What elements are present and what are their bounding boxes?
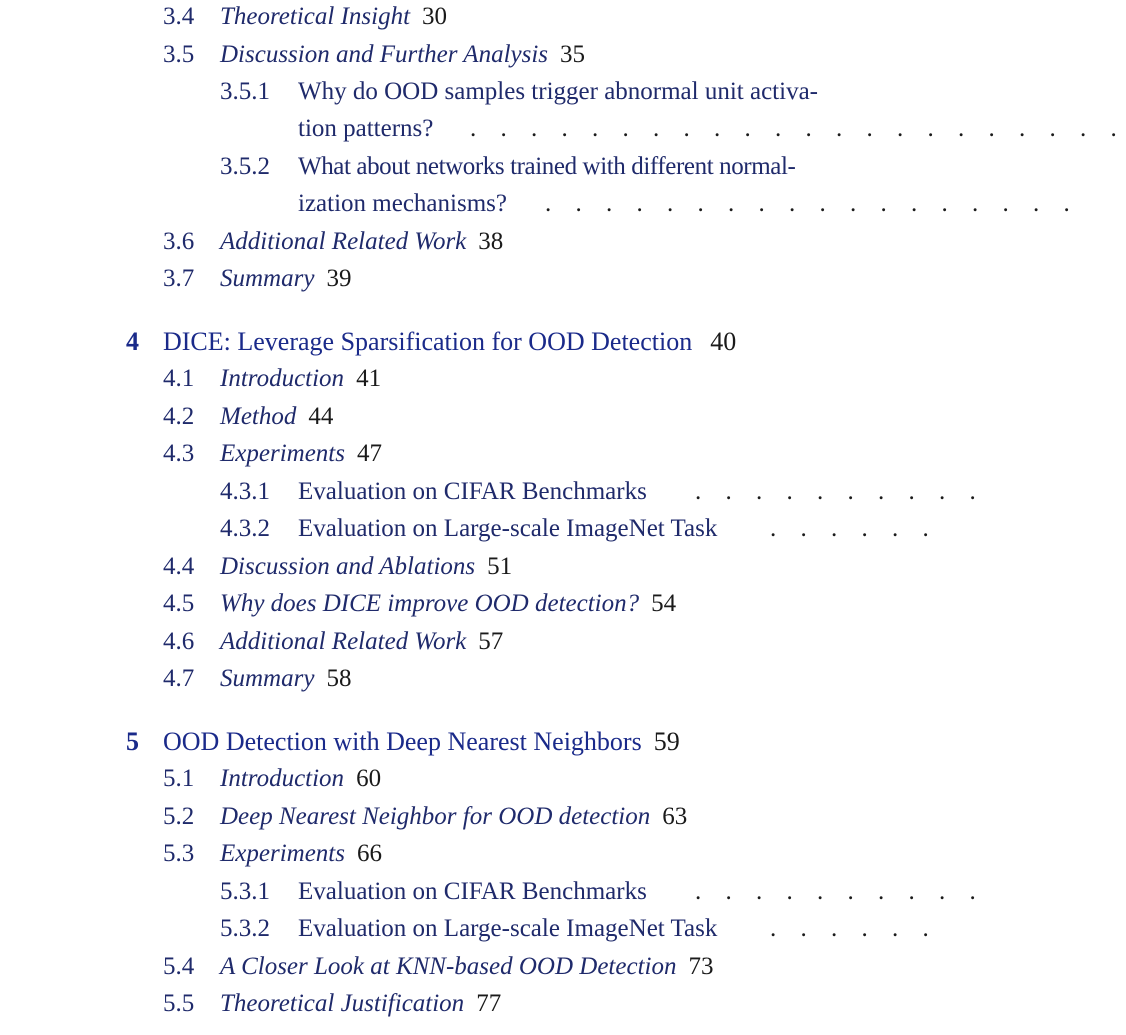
page-number: 58 bbox=[326, 665, 352, 692]
section-number: 4.5 bbox=[163, 590, 195, 617]
subsection-title-line1[interactable]: Why do OOD samples trigger abnormal unit activa- bbox=[298, 78, 818, 105]
section-title[interactable]: Introduction bbox=[220, 765, 345, 792]
chapter-title[interactable]: DICE: Leverage Sparsification for OOD Detection bbox=[163, 327, 693, 356]
page-number: 35 bbox=[560, 41, 586, 68]
page-number: 66 bbox=[356, 840, 382, 867]
section-title[interactable]: Introduction bbox=[220, 365, 345, 392]
section-title[interactable]: Discussion and Further Analysis bbox=[220, 41, 549, 68]
page-number: 57 bbox=[478, 628, 504, 655]
chapter-number: 4 bbox=[126, 327, 139, 356]
section-number: 5.5 bbox=[163, 990, 195, 1017]
page-number: 30 bbox=[422, 3, 448, 30]
page-number: 40 bbox=[710, 327, 737, 356]
subsection-title[interactable]: Evaluation on CIFAR Benchmarks bbox=[298, 478, 647, 505]
section-title[interactable]: Experiments bbox=[220, 840, 345, 867]
section-title[interactable]: Additional Related Work bbox=[220, 628, 467, 655]
dot-leader: . . . . . . bbox=[770, 515, 938, 542]
subsection-title-line2[interactable]: ization mechanisms? bbox=[298, 190, 507, 217]
page-number: 38 bbox=[478, 228, 504, 255]
section-title[interactable]: Summary bbox=[220, 265, 315, 292]
section-number: 4.6 bbox=[163, 628, 195, 655]
page-number: 73 bbox=[688, 953, 714, 980]
page-number: 41 bbox=[356, 365, 382, 392]
subsection-number: 4.3.2 bbox=[220, 515, 270, 542]
page-number: 51 bbox=[487, 553, 513, 580]
section-title[interactable]: Additional Related Work bbox=[220, 228, 467, 255]
subsection-title[interactable]: Evaluation on CIFAR Benchmarks bbox=[298, 878, 647, 905]
section-title[interactable]: Deep Nearest Neighbor for OOD detection bbox=[220, 803, 651, 830]
subsection-title-line1[interactable]: What about networks trained with different normal- bbox=[298, 153, 796, 180]
dot-leader: . . . . . . . . . . bbox=[695, 478, 985, 505]
section-number: 4.1 bbox=[163, 365, 195, 392]
section-title[interactable]: Why does DICE improve OOD detection? bbox=[220, 590, 640, 617]
page-number: 47 bbox=[356, 440, 382, 467]
section-title[interactable]: Theoretical Insight bbox=[220, 3, 411, 30]
subsection-number: 5.3.1 bbox=[220, 878, 270, 905]
page-number: 63 bbox=[662, 803, 688, 830]
page-number: 77 bbox=[476, 990, 502, 1017]
page-number: 39 bbox=[326, 265, 352, 292]
section-title[interactable]: Discussion and Ablations bbox=[220, 553, 476, 580]
section-number: 5.2 bbox=[163, 803, 195, 830]
section-number: 4.2 bbox=[163, 403, 195, 430]
dot-leader: . . . . . . . . . . . . . . . . . . . . . . bbox=[470, 115, 1126, 142]
dot-leader: . . . . . . bbox=[770, 915, 938, 942]
section-number: 4.7 bbox=[163, 665, 195, 692]
chapter-title[interactable]: OOD Detection with Deep Nearest Neighbors bbox=[163, 727, 642, 756]
section-number: 3.7 bbox=[163, 265, 195, 292]
section-number: 3.4 bbox=[163, 3, 195, 30]
section-number: 3.6 bbox=[163, 228, 195, 255]
subsection-number: 3.5.1 bbox=[220, 78, 270, 105]
section-number: 3.5 bbox=[163, 41, 195, 68]
section-title[interactable]: A Closer Look at KNN-based OOD Detection bbox=[220, 953, 677, 980]
subsection-title[interactable]: Evaluation on Large-scale ImageNet Task bbox=[298, 515, 718, 542]
page-number: 54 bbox=[651, 590, 677, 617]
subsection-number: 5.3.2 bbox=[220, 915, 270, 942]
page-number: 59 bbox=[653, 727, 680, 756]
section-title[interactable]: Theoretical Justification bbox=[220, 990, 465, 1017]
subsection-title[interactable]: Evaluation on Large-scale ImageNet Task bbox=[298, 915, 718, 942]
subsection-number: 4.3.1 bbox=[220, 478, 270, 505]
section-number: 4.3 bbox=[163, 440, 195, 467]
section-number: 5.1 bbox=[163, 765, 195, 792]
page-number: 44 bbox=[308, 403, 334, 430]
section-number: 4.4 bbox=[163, 553, 195, 580]
page-number: 60 bbox=[356, 765, 382, 792]
section-number: 5.3 bbox=[163, 840, 195, 867]
section-title[interactable]: Method bbox=[220, 403, 297, 430]
dot-leader: . . . . . . . . . . bbox=[695, 878, 985, 905]
section-number: 5.4 bbox=[163, 953, 195, 980]
section-title[interactable]: Experiments bbox=[220, 440, 345, 467]
dot-leader: . . . . . . . . . . . . . . . . . . bbox=[545, 190, 1079, 217]
section-title[interactable]: Summary bbox=[220, 665, 315, 692]
chapter-number: 5 bbox=[126, 727, 139, 756]
subsection-number: 3.5.2 bbox=[220, 153, 270, 180]
subsection-title-line2[interactable]: tion patterns? bbox=[298, 115, 434, 142]
